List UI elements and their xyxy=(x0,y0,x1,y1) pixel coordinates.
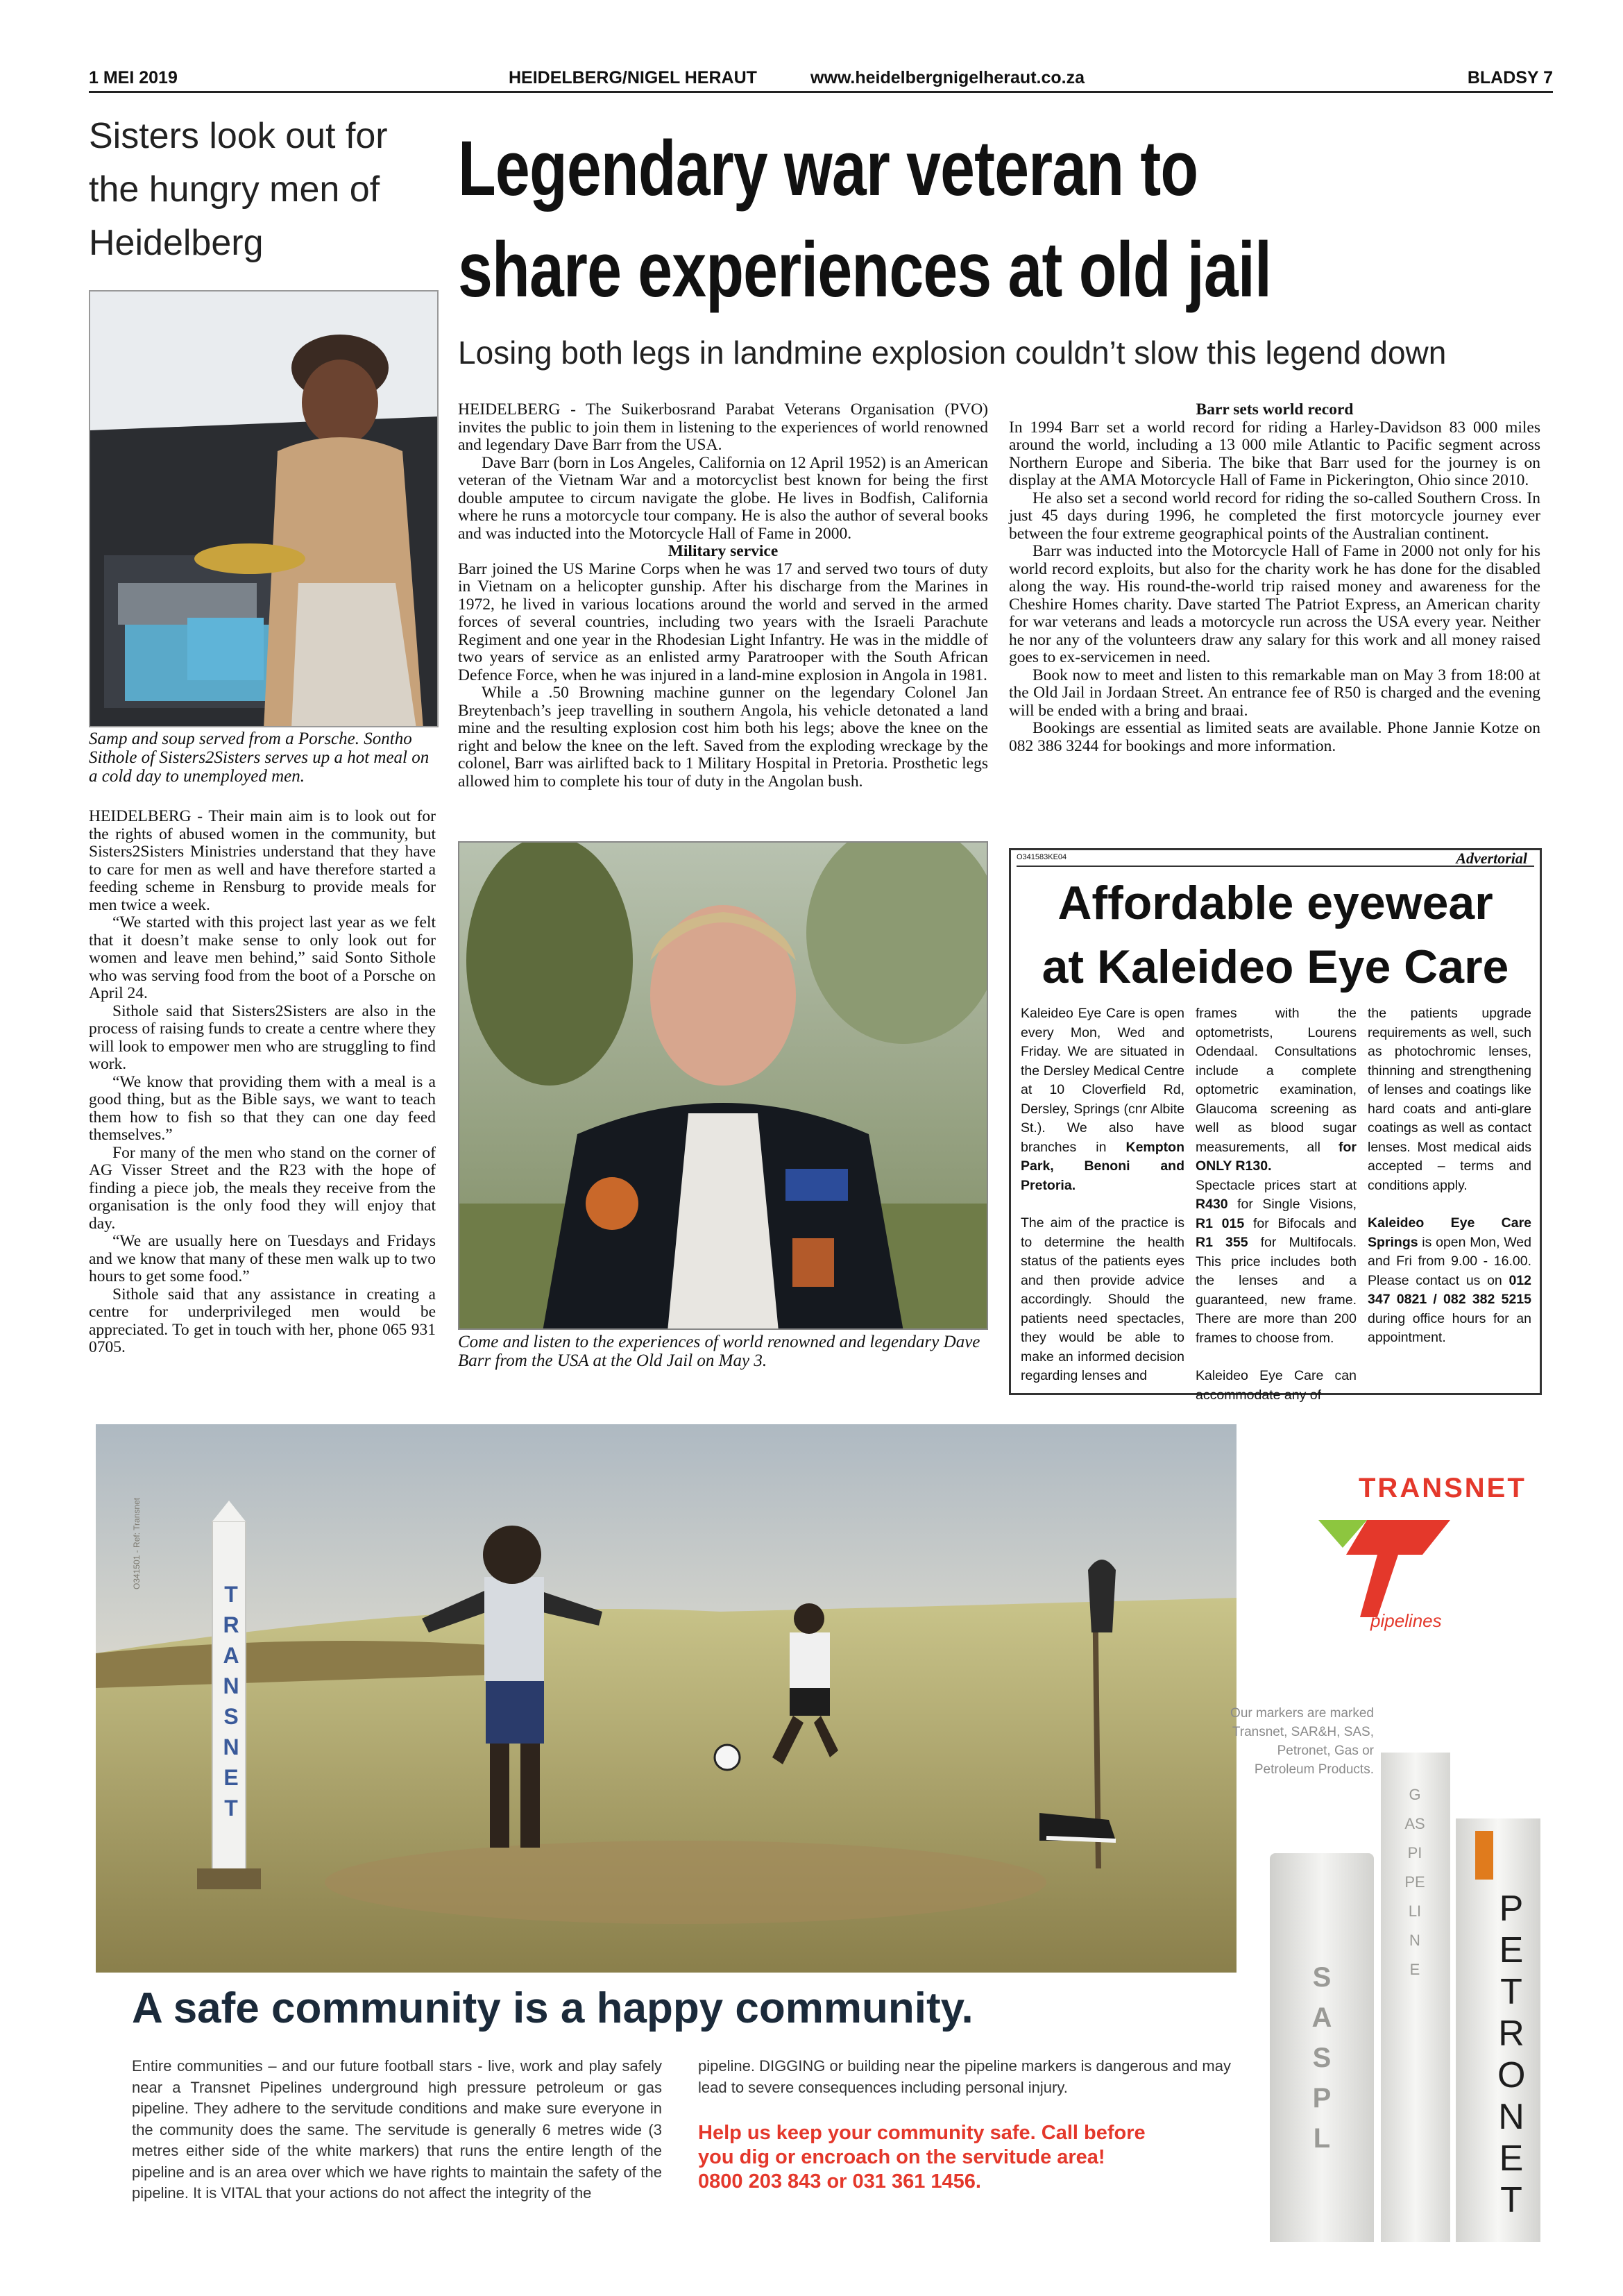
transnet-cta-line1: Help us keep your community safe. Call before xyxy=(698,2122,1146,2144)
transnet-body-left: Entire communities – and our future football stars - live, work and play safely near a Transnet Pipelines underground high pressure petroleum or gas pipeline. They adhere to the servitude conditions and make sure everyone in the community does the same. The servitude is generally 6 metres wide (3 metres either side of the white markers) that runs the entire length of the pipeline and is an area over which we have rights to maintain the safety of the pipeline. It is VITAL that your actions do not affect the integrity of the xyxy=(132,2057,662,2202)
transnet-cta xyxy=(698,2121,1239,2194)
sisters-paragraph: HEIDELBERG - Their main aim is to look out for the rights of abused women in the community, but Sisters2Sisters Ministries understand that they have to care for men as well and have therefore started a feeding scheme in Rensburg to provide meals for men twice a week. xyxy=(89,807,436,914)
marker-gas-label: GAS PIPELINE xyxy=(1404,1786,1425,1978)
sisters-paragraph: For many of the men who stand on the corner of AG Visser Street and the R23 with the hope of finding a piece job, the meals they receive from the organisation is the only food they will enjoy that day. xyxy=(89,1143,436,1233)
eyecare-paragraph: frames with the optometrists, Lourens Odendaal. Consultations include a complete optometric examination, Glaucoma screening as well as blood sugar measurements, all for ONLY R130. xyxy=(1196,1006,1357,1174)
transnet-marker-label: TRANSNET xyxy=(223,1582,239,1821)
transnet-slogan: A safe community is a happy community. xyxy=(132,1984,974,2032)
marker-petronet-label: PETRONET xyxy=(1497,1889,1526,2220)
transnet-cta-line2: you dig or encroach on the servitude area! xyxy=(698,2146,1105,2168)
eyecare-paragraph: Kaleideo Eye Care can accommodate any of xyxy=(1196,1368,1357,1403)
transnet-markers-note: Our markers are marked Transnet, SAR&H, SAS, Petronet, Gas or Petroleum Products. xyxy=(1230,1706,1374,1777)
masthead-page: BLADSY 7 xyxy=(1467,68,1553,87)
marker-petronet-tag xyxy=(1475,1831,1493,1880)
eyecare-paragraph: the patients upgrade requirements as well, such as photochromic lenses, thinning and strengthening of lenses and coatings like hard coats and anti-glare coatings as well as contact lenses. Most medical aids accepted – terms and conditions apply. xyxy=(1368,1006,1531,1193)
eyecare-ad-tag: Advertorial xyxy=(1456,850,1527,867)
veteran-paragraph: Dave Barr (born in Los Angeles, California on 12 April 1952) is an American veteran of the Vietnam War and a motorcyclist best known for being the first double amputee to circum navigate the globe. He lives in Bodfish, California where he runs a motorcycle tour company. He is also the author of several books and was inducted into the Motorcycle Hall of Fame in 2000. xyxy=(458,453,988,543)
eyecare-ad-rule xyxy=(1017,866,1534,867)
sisters-paragraph: “We are usually here on Tuesdays and Fridays and we know that many of these men walk up to two hours to get some food.” xyxy=(89,1232,436,1285)
eyecare-paragraph: The aim of the practice is to determine the health status of the patients eyes and then provide advice accordingly. Should the patients need spectacles, they would be able to make an informed decision regarding lenses and xyxy=(1021,1215,1184,1383)
marker-gas xyxy=(1381,1753,1450,2242)
veteran-paragraph: In 1994 Barr set a world record for riding a Harley-Davidson 83 000 miles around the world, including a 13 000 mile Atlantic to Pacific segment across Northern Europe and Siberia. The bike that Barr used for the journey is on display at the AMA Motorcycle Hall of Fame in Pickerington, Ohio since 2010. xyxy=(1009,418,1540,489)
transnet-photo-code: O341501 - Ref: Transnet xyxy=(132,1497,142,1589)
eyecare-headline xyxy=(1011,871,1540,999)
sisters-body xyxy=(89,808,436,1357)
transnet-logo-text: TRANSNET xyxy=(1359,1473,1527,1503)
eyecare-col2 xyxy=(1196,1004,1357,1424)
marker-petronet xyxy=(1456,1818,1540,2242)
veteran-paragraph: HEIDELBERG - The Suikerbosrand Parabat Veterans Organisation (PVO) invites the public to join them in listening to the experiences of world renowned and legendary Dave Barr from the USA. xyxy=(458,400,988,454)
sisters-headline: Sisters look out for the hungry men of Heidelberg xyxy=(89,116,388,263)
veteran-headline-line1: Legendary war veteran to xyxy=(458,125,1198,212)
eyecare-paragraph: Kaleideo Eye Care is open every Mon, Wed and Friday. We are situated in the Dersley Medical Centre at 10 Cloverfield Rd, Dersley, Springs (cnr Albite St.). We also have branches in Kempton Park, Benoni and Pretoria. xyxy=(1021,1006,1184,1193)
transnet-logo-sub: pipelines xyxy=(1370,1610,1442,1631)
dave-barr-photo xyxy=(458,841,988,1330)
veteran-headline xyxy=(458,118,1368,321)
eyecare-paragraph: Spectacle prices start at R430 for Single Visions, R1 015 for Bifocals and R1 355 for Multifocals. This price includes both the lenses and a guaranteed, new frame. There are more than 200 frames to choose from. xyxy=(1196,1177,1357,1346)
eyecare-col3 xyxy=(1368,1004,1531,1367)
veteran-subheadline: Losing both legs in landmine explosion couldn’t slow this legend down xyxy=(458,335,1447,371)
eyecare-paragraph: Kaleideo Eye Care Springs is open Mon, Wed and Fri from 9.00 - 16.00. Please contact us on 012 347 0821 / 082 382 5215 during office hours for an appointment. xyxy=(1368,1215,1531,1345)
eyecare-headline-line2: at Kaleideo Eye Care xyxy=(1042,940,1509,993)
veteran-headline-line2: share experiences at old jail xyxy=(458,226,1272,313)
marker-sas xyxy=(1270,1853,1374,2242)
sisters-paragraph: “We know that providing them with a meal is a good thing, but as the Bible says, we want to teach them how to fish so that they can one day feed themselves.” xyxy=(89,1072,436,1144)
veteran-paragraph: Book now to meet and listen to this remarkable man on May 3 from 18:00 at the Old Jail in Jordaan Street. An entrance fee of R50 is charged and the evening will be ended with a bring and braai. xyxy=(1009,666,1540,720)
eyecare-ad xyxy=(1009,848,1542,1403)
masthead-date: 1 MEI 2019 xyxy=(89,68,178,87)
sisters-caption: Samp and soup served from a Porsche. Sontho Sithole of Sisters2Sisters serves up a hot meal on a cold day to unemployed men. xyxy=(89,729,430,786)
masthead-paper: HEIDELBERG/NIGEL HERAUT xyxy=(509,68,757,87)
sisters-photo xyxy=(89,290,439,727)
sisters-paragraph: Sithole said that any assistance in creating a centre for underprivileged men would be appreciated. To get in touch with her, phone 065 931 0705. xyxy=(89,1285,436,1356)
eyecare-headline-line1: Affordable eyewear xyxy=(1057,877,1493,929)
veteran-col1 xyxy=(458,401,988,791)
eyecare-ad-code: O341583KE04 xyxy=(1017,853,1067,861)
veteran-subhead-record: Barr sets world record xyxy=(1196,400,1354,419)
eyecare-col1 xyxy=(1021,1004,1184,1405)
veteran-subhead-military: Military service xyxy=(668,542,779,560)
transnet-photo xyxy=(96,1424,1237,1973)
sisters-paragraph: “We started with this project last year as we felt that it doesn’t make sense to only look out for women and leave men behind,” said Sonto Sithole who was serving food from the boot of a Porsche on April 24. xyxy=(89,913,436,1002)
veteran-paragraph: Bookings are essential as limited seats are available. Phone Jannie Kotze on 082 386 3244 for bookings and more information. xyxy=(1009,719,1540,755)
veteran-col2 xyxy=(1009,401,1540,755)
veteran-paragraph: He also set a second world record for riding the so-called Southern Cross. In just 45 days during 1996, he completed the first motorcycle journey ever between the four extreme geographical points of the Australian continent. xyxy=(1009,489,1540,543)
sisters-paragraph: Sithole said that Sisters2Sisters are also in the process of raising funds to create a centre where they will look to empower men who are struggling to find work. xyxy=(89,1002,436,1073)
transnet-logo-icon xyxy=(1318,1520,1450,1624)
veteran-paragraph: Barr was inducted into the Motorcycle Hall of Fame in 2000 not only for his world record exploits, but also for the charity work he has done for the disabled along the way. His round-the-world trip raised money and awareness for the Cheshire Homes charity. Dave started The Patriot Express, an American charity for war veterans and leads a motorcycle run across the USA every year. Neither he nor any of the volunteers draw any salary for this work and all money raised goes to ex-servicemen in need. xyxy=(1009,542,1540,666)
marker-sas-label: SAS PL xyxy=(1311,1962,1332,2154)
dave-barr-caption: Come and listen to the experiences of world renowned and legendary Dave Barr from the USA at the Old Jail on May 3. xyxy=(458,1333,980,1370)
masthead xyxy=(89,65,1553,93)
masthead-website: www.heidelbergnigelheraut.co.za xyxy=(810,68,1085,87)
veteran-paragraph: While a .50 Browning machine gunner on the legendary Colonel Jan Breytenbach’s jeep travelling in southern Angola, his vehicle detonated a land mine and the resulting explosion cost him both his legs; above the knee on the right and below the knee on the left. Saved from the exploding wreckage by the colonel, Barr was airlifted back to 1 Military Hospital in Pretoria. Prosthetic legs allowed him to complete his tour of duty in the Angolan bush. xyxy=(458,684,988,791)
veteran-paragraph: Barr joined the US Marine Corps when he was 17 and served two tours of duty in Vietnam on a helicopter gunship. After his discharge from the Marines in 1972, he lived in various locations around the world and served in the armed forces of several countries, including two years with the Israeli Parachute Regiment and one year in the Rhodesian Light Infantry. He was in the middle of two years of service as an enlisted army Paratrooper with the South African Defence Force, when he was injured in a land-mine explosion in Angola in 1981. xyxy=(458,559,988,684)
transnet-body-right: pipeline. DIGGING or building near the pipeline markers is dangerous and may lead to severe consequences including personal injury. xyxy=(698,2057,1231,2096)
transnet-cta-phones: 0800 203 843 or 031 361 1456. xyxy=(698,2170,981,2193)
